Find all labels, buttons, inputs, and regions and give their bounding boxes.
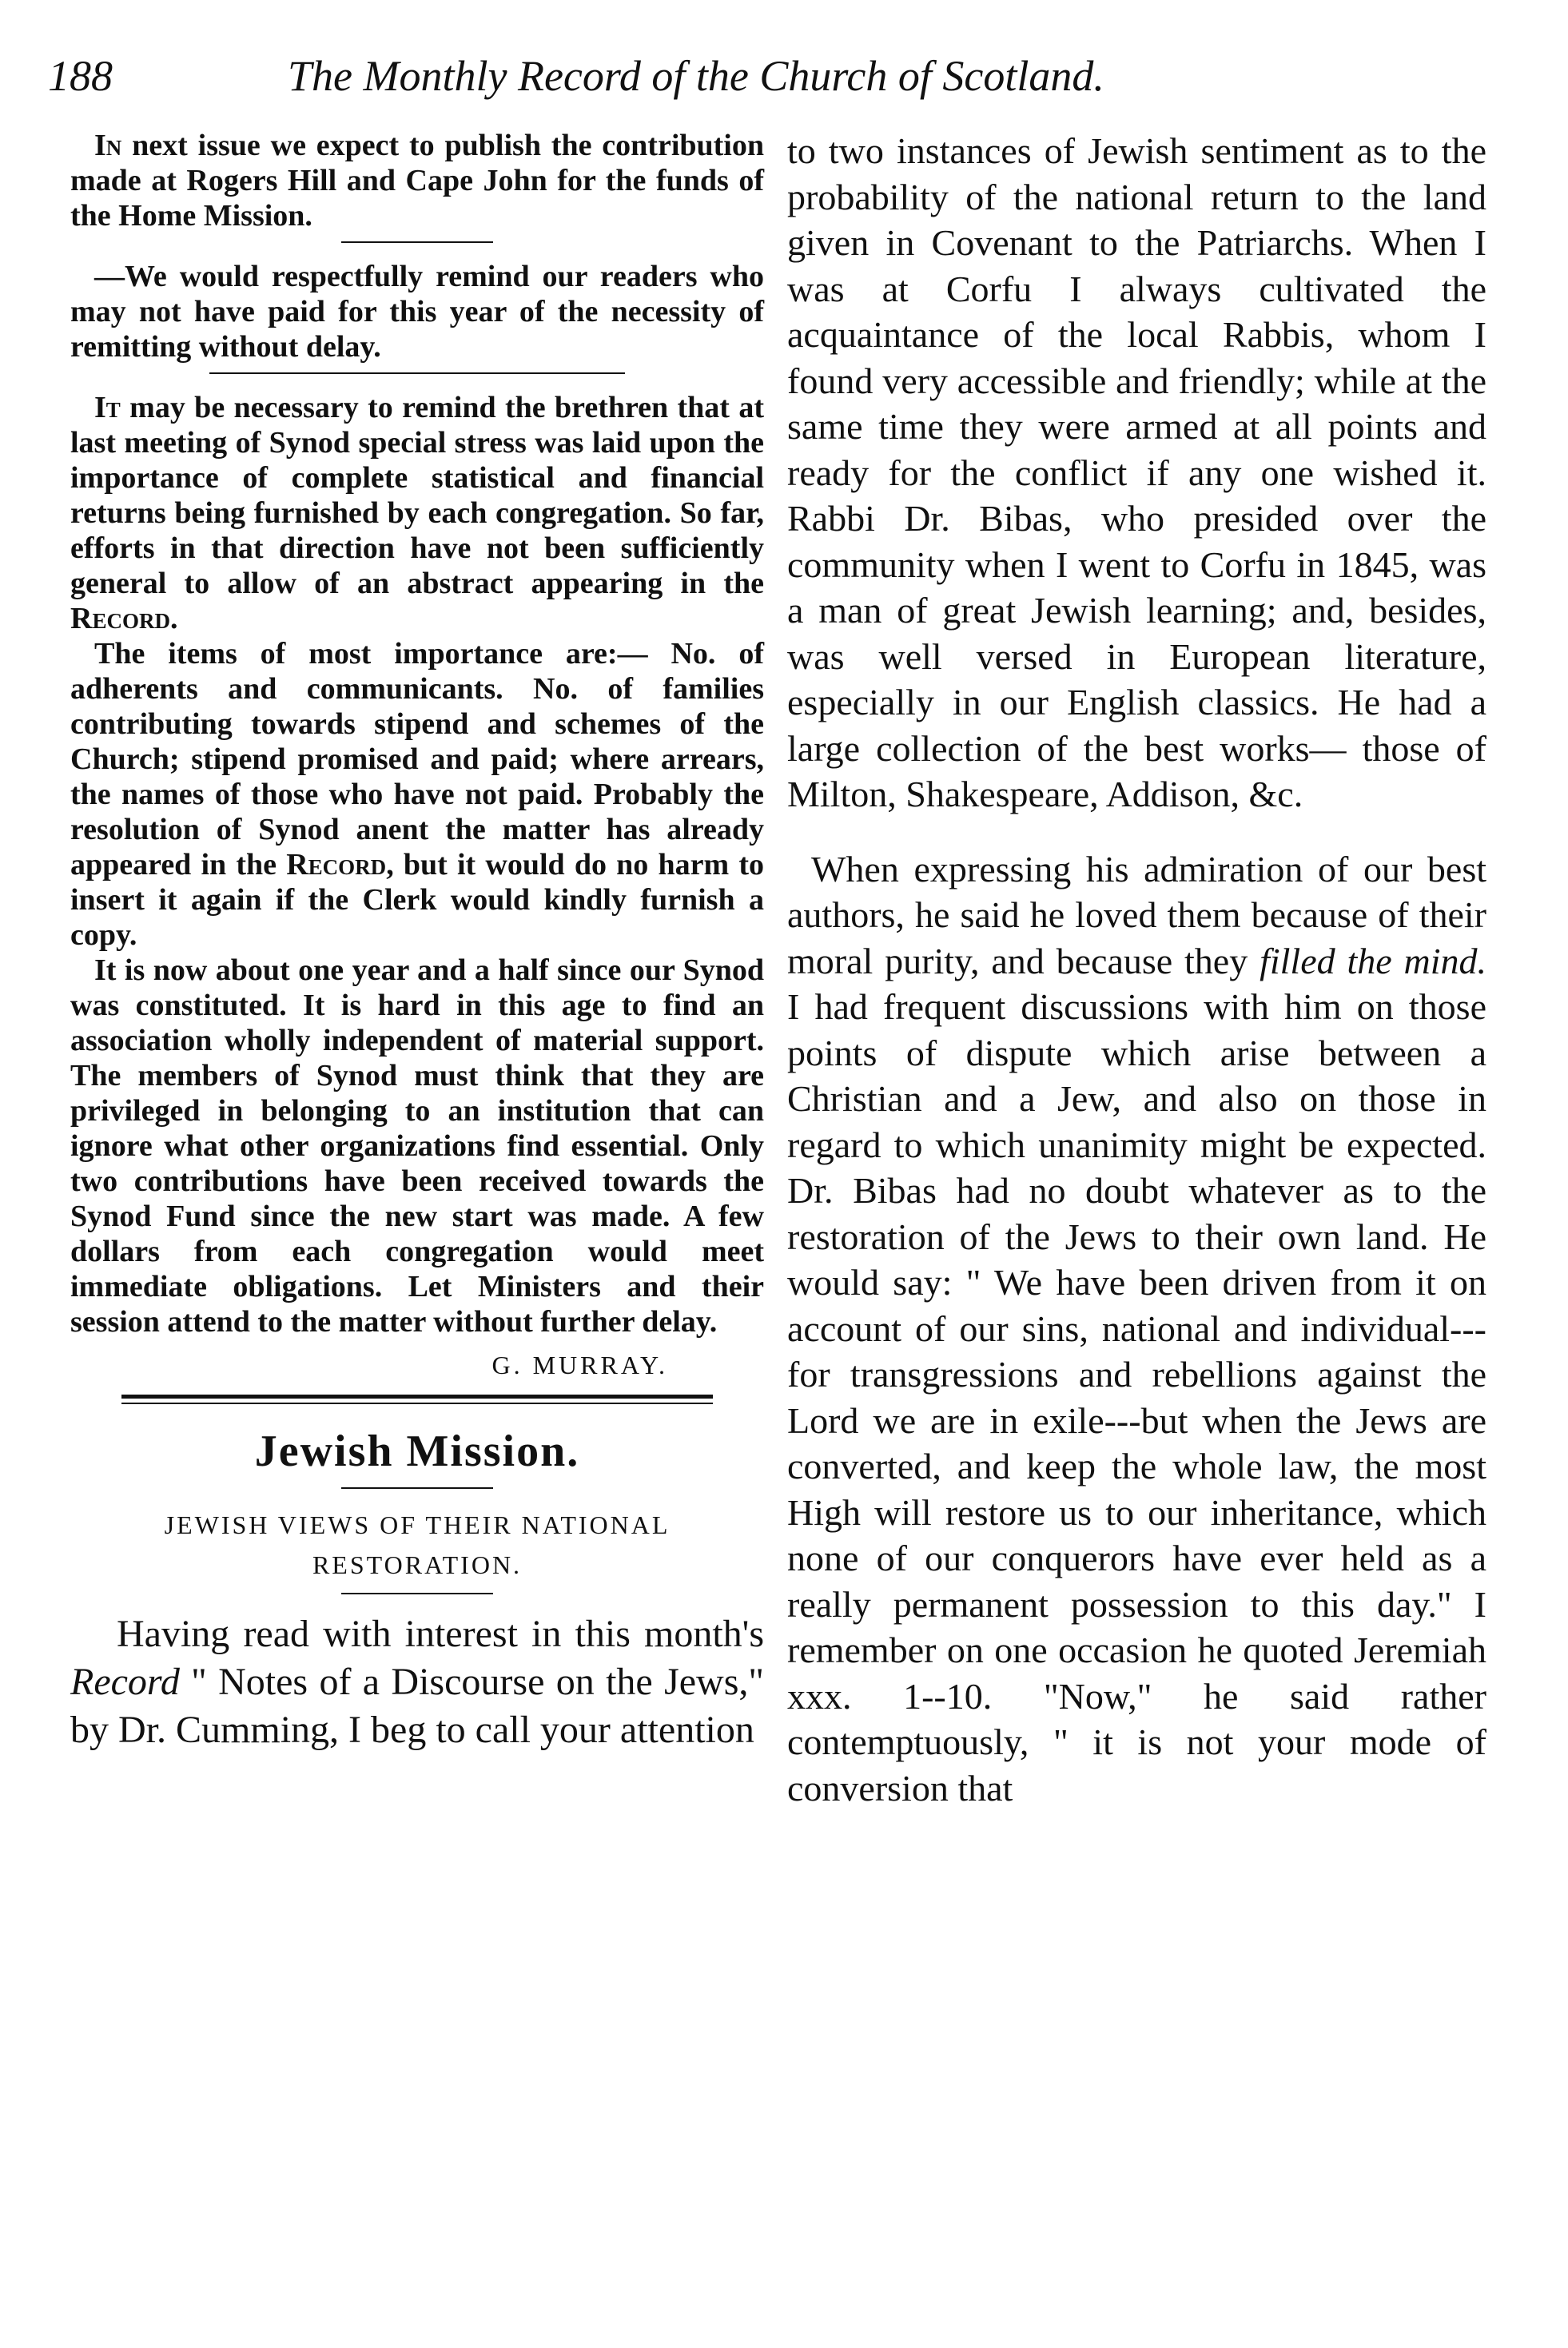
page-number: 188 [48, 52, 113, 100]
right-column [787, 128, 1486, 1811]
divider [209, 372, 625, 374]
paragraph-gap [787, 818, 1486, 846]
section-heading: Jewish Mission. [254, 1427, 580, 1476]
record-name: Record [70, 1661, 180, 1703]
running-header [48, 48, 1295, 104]
paragraph-text: When expressing his admiration of our best authors, he said he loved them because of their moral purity, and because they [787, 848, 1486, 981]
items-of-importance [70, 636, 764, 953]
left-column [70, 128, 764, 1754]
section-rule [121, 1395, 713, 1399]
article-intro [70, 1610, 764, 1754]
divider [341, 1487, 493, 1489]
divider [341, 1593, 493, 1594]
notice-home-mission [70, 128, 764, 233]
notice-remittance: —We would respectfully remind our readers who may not have paid for this year of the necessity of remitting without delay. [70, 260, 764, 364]
article-paragraph [787, 846, 1486, 1812]
intro-text-cont: " Notes of a Discourse on the Jews," by Dr. Cumming, I beg to call your attention [70, 1661, 764, 1751]
notice-synod-returns [70, 390, 764, 636]
section-rule [121, 1403, 713, 1404]
record-name: Record [286, 848, 387, 881]
intro-text: Having read with interest in this month's [117, 1613, 764, 1655]
drop-word: It [94, 391, 121, 424]
article-subheading: JEWISH VIEWS OF THEIR NATIONAL RESTORATION. [164, 1510, 671, 1579]
items-tail: , but it would do no harm to insert it again if the Clerk would kindly furnish a copy. [70, 848, 764, 952]
running-title: The Monthly Record of the Church of Scotland. [288, 52, 1104, 100]
signature: G. MURRAY. [491, 1351, 668, 1379]
notice-synod-returns-text: may be necessary to remind the brethren that at last meeting of Synod special stress was laid upon the importance of complete statistical and financial returns being furnished by each congregation. So far, efforts in that direction have not been sufficiently general to allow of an abstract appearing in the [70, 391, 764, 600]
items-text: The items of most importance are:— No. of adherents and communicants. No. of families contributing towards stipend and schemes of the Church; stipend promised and paid; where arrears, the names of those who have not paid. Probably the resolution of Synod anent the matter has already appeared in the [70, 637, 764, 881]
emphasis-text: filled the mind. [1260, 940, 1486, 981]
notice-home-mission-text: next issue we expect to publish the contribution made at Rogers Hill and Cape John for the funds of the Home Mission. [70, 129, 764, 233]
divider [341, 241, 493, 243]
article-paragraph: to two instances of Jewish sentiment as to the probability of the national return to the land given in Covenant to the Patriarchs. When I was at Corfu I always cultivated the acquaintance of the local Rabbis, whom I found very accessible and friendly; while at the same time they were armed at all points and ready for the conflict if any one wished it. Rabbi Dr. Bibas, who presided over the community when I went to Corfu in 1845, was a man of great Jewish learning; and, besides, was well versed in European literature, especially in our English classics. He had a large collection of the best works— those of Milton, Shakespeare, Addison, &c. [787, 130, 1486, 814]
paragraph-text-cont: I had frequent discussions with him on those points of dispute which arise between a Christian and a Jew, and also on those in regard to which unanimity might be expected. Dr. Bibas had no doubt whatever as to the restoration of the Jews to their own land. He would say: " We have been driven from it on account of our sins, national and individual---for transgressions and rebellions against the Lord we are in exile---but when the Jews are converted, and keep the whole law, the most High will restore us to our inheritance, which none of our conquerors have ever held as a really permanent possession to this day." I remember on one occasion he quoted Jeremiah xxx. 1--10. "Now," he said rather contemptuously, " it is not your mode of conversion that [787, 986, 1486, 1809]
drop-word: In [94, 129, 122, 162]
record-name: Record. [70, 602, 178, 635]
synod-fund-appeal: It is now about one year and a half since our Synod was constituted. It is hard in this age to find an association wholly independent of material support. The members of Synod must think that they are privileged in belonging to an institution that can ignore what other organizations find essential. Only two contributions have been received towards the Synod Fund since the new start was made. A few dollars from each congregation would meet immediate obligations. Let Ministers and their session attend to the matter without further delay. [70, 953, 764, 1339]
